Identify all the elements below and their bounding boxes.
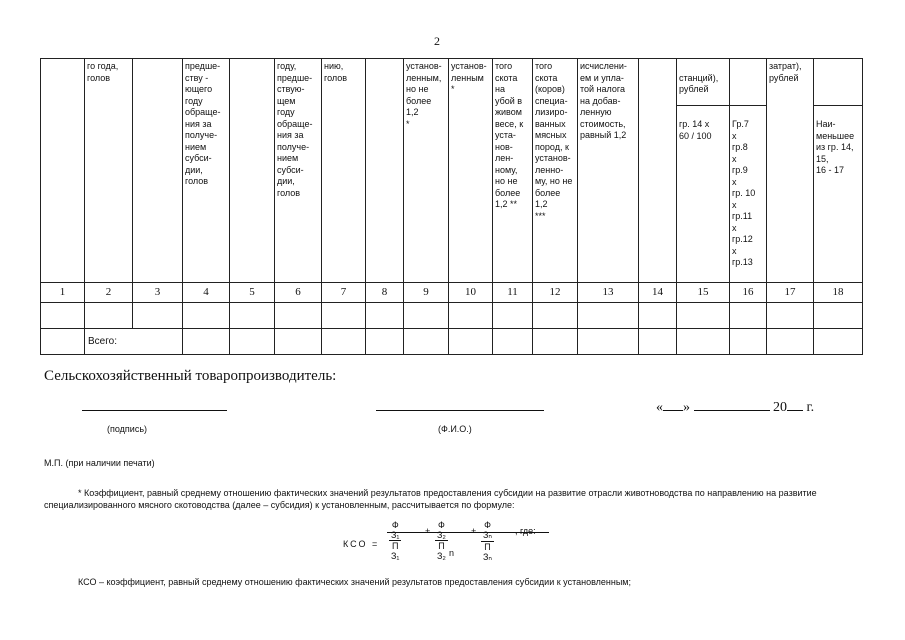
table-cell: [814, 303, 863, 329]
table-cell: [404, 303, 449, 329]
header-cell: исчислени- ем и упла- той налога на добав- ленную стоимость, равный 1,2: [578, 59, 639, 283]
name-line: [376, 410, 544, 411]
formula-lhs: КСО =: [343, 539, 380, 549]
header-cell-15-bottom: гр. 14 х 60 / 100: [679, 119, 712, 141]
total-cell: [230, 329, 275, 355]
total-cell: [639, 329, 677, 355]
total-cell: [404, 329, 449, 355]
column-number-cell: 8: [366, 283, 404, 303]
column-number-cell: 18: [814, 283, 863, 303]
stamp-note: М.П. (при наличии печати): [44, 458, 155, 468]
table-cell: [275, 303, 322, 329]
table-cell: [730, 303, 767, 329]
header-cell: того скота (коров) специа- лизиро- ванных мясных пород, к установ- ленно- му, но не более 1,2 ***: [533, 59, 578, 283]
header-cell-16-bottom: Гр.7 х гр.8 х гр.9 х гр. 10 х гр.11 х гр.12 х гр.13: [732, 119, 756, 267]
column-number-cell: 4: [183, 283, 230, 303]
column-number-cell: 1: [41, 283, 85, 303]
column-number-cell: 15: [677, 283, 730, 303]
column-number-cell: 12: [533, 283, 578, 303]
total-cell: [578, 329, 639, 355]
header-cell-15: [677, 59, 730, 283]
date-field: [656, 398, 814, 416]
year-suffix: г.: [806, 400, 815, 415]
formula-suffix: , где:: [515, 526, 536, 536]
column-number-cell: 3: [133, 283, 183, 303]
header-cell: предше- ству - ющего году обраще- ния за получе- нием субси- дии, голов: [183, 59, 230, 283]
column-number-cell: 6: [275, 283, 322, 303]
producer-label: Сельскохозяйственный товаропроизводитель:: [44, 368, 337, 384]
table-cell: [133, 303, 183, 329]
column-number-cell: 10: [449, 283, 493, 303]
year-blank: [787, 398, 803, 411]
column-number-cell: 14: [639, 283, 677, 303]
total-row: [41, 329, 863, 355]
signature-line: [82, 410, 227, 411]
month-blank: [694, 398, 770, 411]
table-cell: [639, 303, 677, 329]
total-cell: [183, 329, 230, 355]
fraction-2: Ф З₂ П З₂: [437, 520, 446, 561]
table-cell: [322, 303, 366, 329]
header-cell-18-top: [814, 71, 862, 106]
table-cell: [41, 303, 85, 329]
total-cell: [322, 329, 366, 355]
column-number-cell: 11: [493, 283, 533, 303]
table-cell: [449, 303, 493, 329]
header-cell: [639, 59, 677, 283]
year-prefix: 20: [773, 400, 787, 415]
total-cell: [275, 329, 322, 355]
header-cell: [41, 59, 85, 283]
total-cell: [767, 329, 814, 355]
header-cell: установ- ленным, но не более 1,2 *: [404, 59, 449, 283]
date-open-quote: «: [656, 400, 663, 415]
column-number-cell: 13: [578, 283, 639, 303]
name-caption: (Ф.И.О.): [438, 424, 472, 434]
column-number-cell: 16: [730, 283, 767, 303]
total-cell: [677, 329, 730, 355]
header-cell: [366, 59, 404, 283]
table-cell: [578, 303, 639, 329]
total-cell: [814, 329, 863, 355]
table-cell: [230, 303, 275, 329]
plus-sign: +: [471, 526, 477, 536]
footnote-1: * Коэффициент, равный среднему отношению фактических значений результатов предоставления субсидии на развитие отрасли животноводства по направлению на развитие специализированного мясного скотоводства (далее – субсидия) к установленным, рассчитывается по формуле:: [44, 488, 817, 510]
plus-sign: +: [425, 526, 431, 536]
column-number-cell: 9: [404, 283, 449, 303]
column-number-cell: 7: [322, 283, 366, 303]
header-cell-18: [814, 59, 863, 283]
column-number-row: [41, 283, 863, 303]
total-row-first-cell: [41, 329, 85, 355]
subsidy-table: [40, 58, 863, 355]
header-cell-16-top: [730, 71, 766, 106]
total-cell: [366, 329, 404, 355]
column-number-cell: 2: [85, 283, 133, 303]
table-row: [41, 303, 863, 329]
signature-caption: (подпись): [107, 424, 148, 434]
table-cell: [677, 303, 730, 329]
ksco-definition: КСО – коэффициент, равный среднему отношению фактических значений результатов предоставления субсидии к установленным;: [78, 577, 631, 587]
header-cell-18-bottom: Наи- меньшее из гр. 14, 15, 16 - 17: [816, 119, 855, 175]
table-cell: [493, 303, 533, 329]
formula-denominator: n: [449, 548, 455, 558]
table-cell: [366, 303, 404, 329]
header-cell: того скота на убой в живом весе, к уста- нов- лен- ному, но не более 1,2 **: [493, 59, 533, 283]
fraction-3: Ф Зₙ П Зₙ: [483, 520, 493, 562]
table-cell: [183, 303, 230, 329]
column-number-cell: 5: [230, 283, 275, 303]
header-cell: [230, 59, 275, 283]
total-cell: [493, 329, 533, 355]
fraction-1: Ф З₁ П З₁: [391, 520, 400, 561]
header-cell-15-top: станций), рублей: [677, 71, 729, 106]
table-cell: [533, 303, 578, 329]
page-number: 2: [434, 34, 440, 48]
header-cell: установ- ленным *: [449, 59, 493, 283]
header-cell: [133, 59, 183, 283]
total-cell: [730, 329, 767, 355]
header-cell: го года, голов: [85, 59, 133, 283]
total-label: Всего:: [85, 329, 183, 355]
header-cell: нию, голов: [322, 59, 366, 283]
column-number-cell: 17: [767, 283, 814, 303]
day-blank: [663, 398, 683, 411]
table-cell: [767, 303, 814, 329]
header-cell: году, предше- ствую- щем году обраще- ния за получе- нием субси- дии, голов: [275, 59, 322, 283]
header-cell: затрат), рублей: [767, 59, 814, 283]
total-cell: [533, 329, 578, 355]
table-header-row: [41, 59, 863, 283]
total-cell: [449, 329, 493, 355]
table-cell: [85, 303, 133, 329]
header-cell-16: [730, 59, 767, 283]
date-close-quote: »: [683, 400, 690, 415]
